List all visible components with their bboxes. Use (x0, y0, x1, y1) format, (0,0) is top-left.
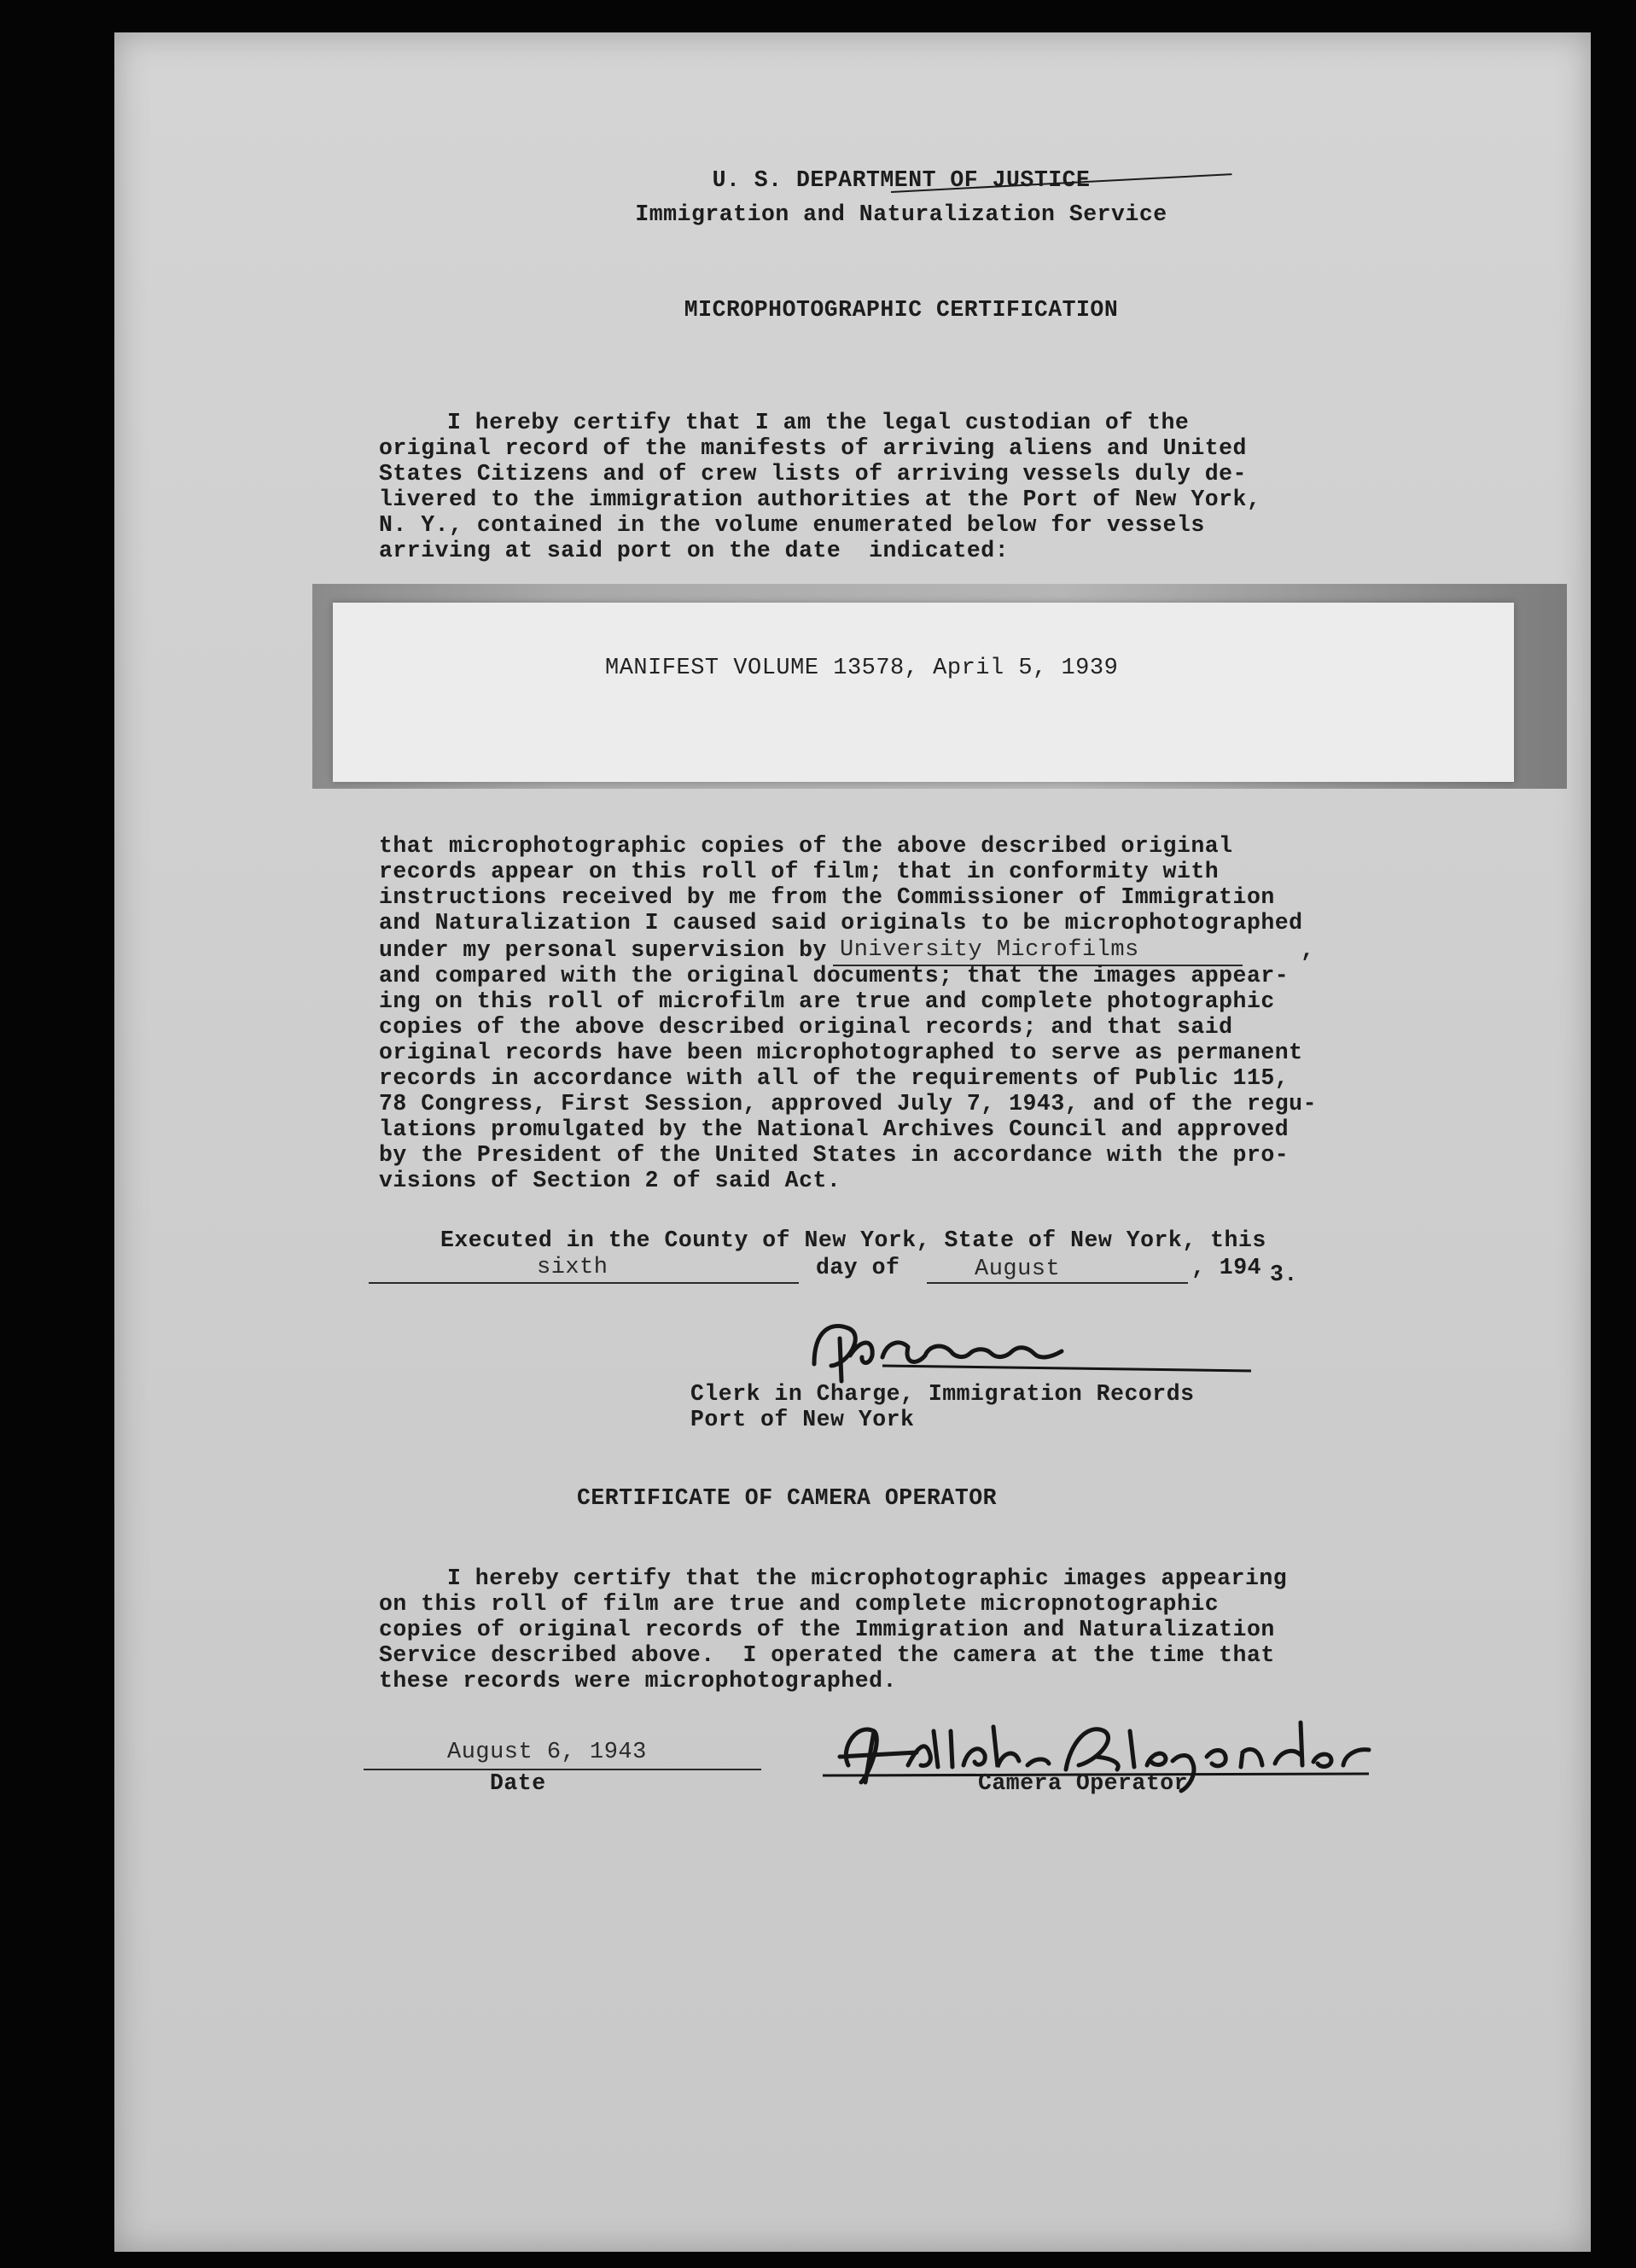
intro-line: original record of the manifests of arriving aliens and United (379, 435, 1247, 461)
date-underline (364, 1769, 761, 1770)
manifest-volume-label: MANIFEST VOLUME 13578, April 5, 1939 (605, 656, 1119, 681)
body-line: that microphotographic copies of the above described original (379, 833, 1233, 859)
body-line: records appear on this roll of film; that in conformity with (379, 859, 1220, 884)
body-line: by the President of the United States in accordance with the pro- (379, 1142, 1290, 1168)
intro-line: arriving at said port on the date indicated: (379, 538, 1010, 563)
execution-month-value: August (975, 1256, 1061, 1282)
body-line: lations promulgated by the National Archives Council and approved (379, 1117, 1290, 1142)
body-line: and Naturalization I caused said originals to be microphotographed (379, 910, 1303, 936)
camera-line: copies of original records of the Immigration and Naturalization (379, 1617, 1275, 1642)
execution-year-prefix: , 194 (1191, 1255, 1262, 1280)
camera-section-title: CERTIFICATE OF CAMERA OPERATOR (576, 1485, 998, 1511)
body-line: under my personal supervision by (379, 937, 827, 963)
certification-date-value: August 6, 1943 (447, 1740, 647, 1765)
camera-line: these records were microphotographed. (379, 1668, 897, 1694)
execution-year-suffix: 3. (1270, 1262, 1298, 1287)
body-line: ing on this roll of microfilm are true and complete photographic (379, 988, 1275, 1014)
body-line: and compared with the original documents; that the images appear- (379, 963, 1290, 988)
execution-month-underline (927, 1282, 1188, 1284)
body-line: original records have been microphotographed to serve as permanent (379, 1040, 1303, 1065)
clerk-signature (780, 1304, 1258, 1390)
camera-line: on this roll of film are true and complete micropnotographic (379, 1591, 1220, 1617)
body-line: instructions received by me from the Commissioner of Immigration (379, 884, 1275, 910)
manifest-label-strip (333, 603, 1514, 782)
clerk-title: Clerk in Charge, Immigration Records (690, 1381, 1195, 1407)
body-line: 78 Congress, First Session, approved July 7, 1943, and of the regu- (379, 1091, 1317, 1117)
execution-day-value: sixth (537, 1255, 608, 1280)
intro-line: States Citizens and of crew lists of arriving vessels duly de- (379, 461, 1247, 487)
execution-day-underline (369, 1282, 799, 1284)
intro-line: N. Y., contained in the volume enumerated below for vessels (379, 512, 1205, 538)
clerk-location: Port of New York (690, 1407, 915, 1432)
camera-operator-label: Camera Operator (978, 1770, 1189, 1796)
certificate-page (114, 32, 1591, 2252)
camera-line: I hereby certify that the microphotographic images appearing (447, 1565, 1288, 1591)
body-line: visions of Section 2 of said Act. (379, 1168, 841, 1193)
intro-line: I hereby certify that I am the legal custodian of the (447, 410, 1190, 435)
clerk-signature-graphic (780, 1304, 1258, 1390)
body-line: records in accordance with all of the requirements of Public 115, (379, 1065, 1290, 1091)
intro-line: livered to the immigration authorities at the Port of New York, (379, 487, 1261, 512)
agency-heading: U. S. DEPARTMENT OF JUSTICE (712, 167, 1091, 193)
executed-line: Executed in the County of New York, State of New York, this (440, 1227, 1266, 1253)
camera-line: Service described above. I operated the camera at the time that (379, 1642, 1275, 1668)
supervisor-comma: , (1301, 937, 1315, 963)
page-title: MICROPHOTOGRAPHIC CERTIFICATION (684, 297, 1119, 323)
supervisor-value: University Microfilms (840, 937, 1139, 963)
body-line: copies of the above described original records; and that said (379, 1014, 1233, 1040)
day-of-label: day of (816, 1255, 900, 1280)
date-label: Date (490, 1770, 546, 1796)
service-heading: Immigration and Naturalization Service (635, 201, 1167, 227)
